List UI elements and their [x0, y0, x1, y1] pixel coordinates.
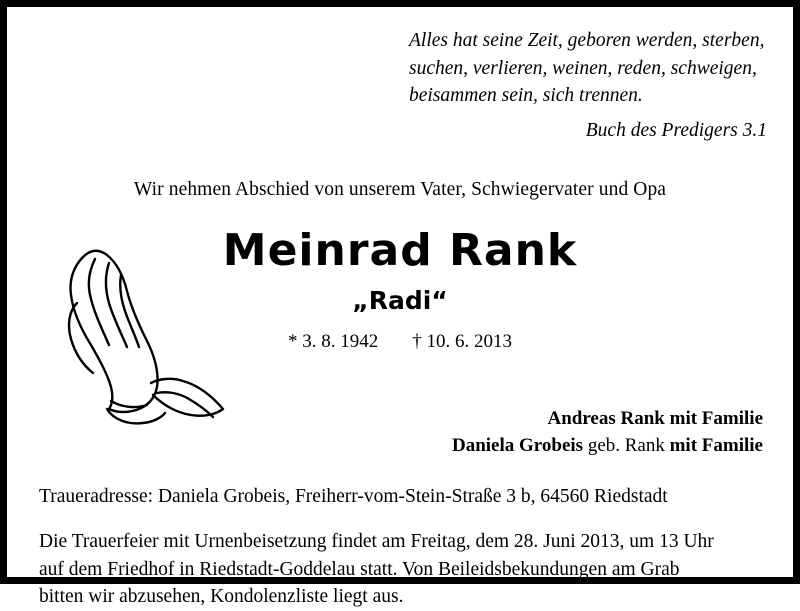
intro-line: Wir nehmen Abschied von unserem Vater, Schwiegervater und Opa — [133, 178, 667, 200]
mourner-name-bold: Daniela Grobeis — [451, 435, 584, 457]
verse-block — [409, 27, 771, 145]
ceremony-line-1: Die Trauerfeier mit Urnenbeisetzung findet am Freitag, dem 28. Juni 2013, um 13 Uhr — [39, 530, 714, 552]
mourner-name-bold: Andreas Rank mit Familie — [547, 407, 763, 429]
deceased-nickname: „Radi“ — [352, 285, 448, 315]
verse-line-1: Alles hat seine Zeit, geboren werden, sterben, — [409, 30, 765, 51]
ceremony-info — [29, 528, 771, 611]
praying-hands-icon — [47, 233, 247, 433]
obituary-inner — [7, 7, 793, 608]
ceremony-line-2: auf dem Friedhof in Riedstadt-Goddelau statt. Von Beileidsbekundungen am Grab — [39, 558, 680, 580]
verse-line-3: beisammen sein, sich trennen. — [409, 85, 643, 107]
verse-source: Buch des Predigers 3.1 — [585, 120, 767, 142]
birth-date: * 3. 8. 1942 — [288, 330, 379, 352]
ceremony-line-3: bitten wir abzusehen, Kondolenzliste liegt aus. — [39, 586, 404, 608]
mourning-address: Traueradresse: Daniela Grobeis, Freiherr-vom-Stein-Straße 3 b, 64560 Riedstadt — [39, 485, 668, 507]
mourner-row — [29, 432, 763, 460]
mourner-name-bold-suffix: mit Familie — [669, 435, 763, 457]
verse-line-2: suchen, verlieren, weinen, reden, schweigen, — [409, 57, 757, 79]
deceased-name: Meinrad Rank — [222, 224, 578, 276]
mourner-name-normal: geb. Rank — [583, 435, 670, 457]
death-date: † 10. 6. 2013 — [412, 330, 512, 352]
